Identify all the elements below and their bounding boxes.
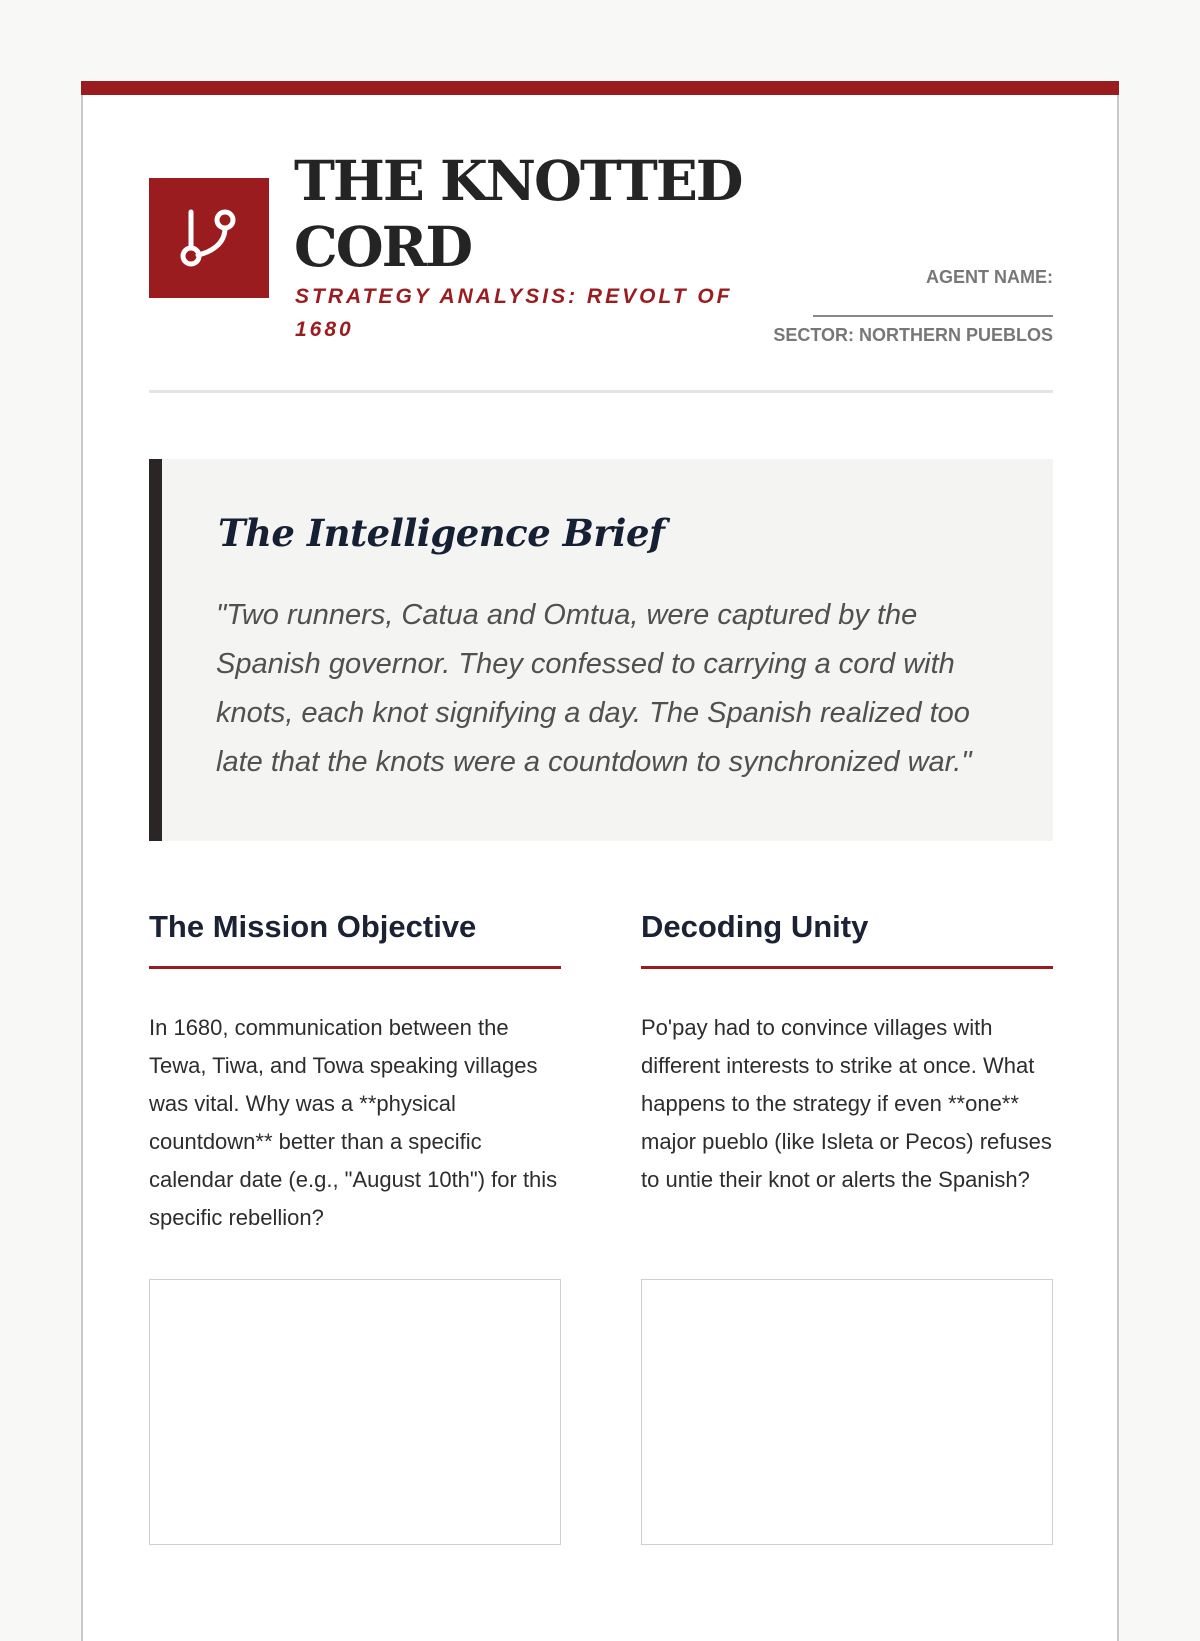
page-title: THE KNOTTED CORD xyxy=(294,148,742,279)
agent-info xyxy=(723,266,1053,346)
sector-label: SECTOR: NORTHERN PUEBLOS xyxy=(773,325,1053,345)
answer-box-unity[interactable] xyxy=(641,1279,1053,1545)
section-question: Po'pay had to convince villages with different interests to strike at once. What happens to the strategy if even **one** major pueblo (like Isleta or Pecos) refuses to untie their knot or alerts the Spanish? xyxy=(641,1015,1052,1192)
agent-name-line[interactable] xyxy=(813,288,1053,317)
decoding-unity-section xyxy=(641,904,1053,1199)
section-heading: The Mission Objective xyxy=(149,904,561,969)
brief-heading: The Intelligence Brief xyxy=(218,511,665,555)
agent-name-label: AGENT NAME: xyxy=(926,267,1053,287)
section-heading: Decoding Unity xyxy=(641,904,1053,969)
header xyxy=(149,70,1053,390)
logo-badge xyxy=(149,178,269,298)
mission-objective-section xyxy=(149,904,561,1237)
intelligence-brief xyxy=(149,459,1053,841)
brief-quote: "Two runners, Catua and Omtua, were captured by the Spanish governor. They confessed to carrying a cord with knots, each knot signifying a day. The Spanish realized too late that the knots were a countdown to synchronized war." xyxy=(216,599,972,778)
section-question: In 1680, communication between the Tewa, Tiwa, and Towa speaking villages was vital. Why was a **physical countdown** better than a specific calendar date (e.g., "August 10th") for this specific rebellion? xyxy=(149,1015,558,1230)
answer-box-mission[interactable] xyxy=(149,1279,561,1545)
header-divider xyxy=(149,390,1053,393)
page-subtitle: STRATEGY ANALYSIS: REVOLT OF 1680 xyxy=(295,285,733,341)
